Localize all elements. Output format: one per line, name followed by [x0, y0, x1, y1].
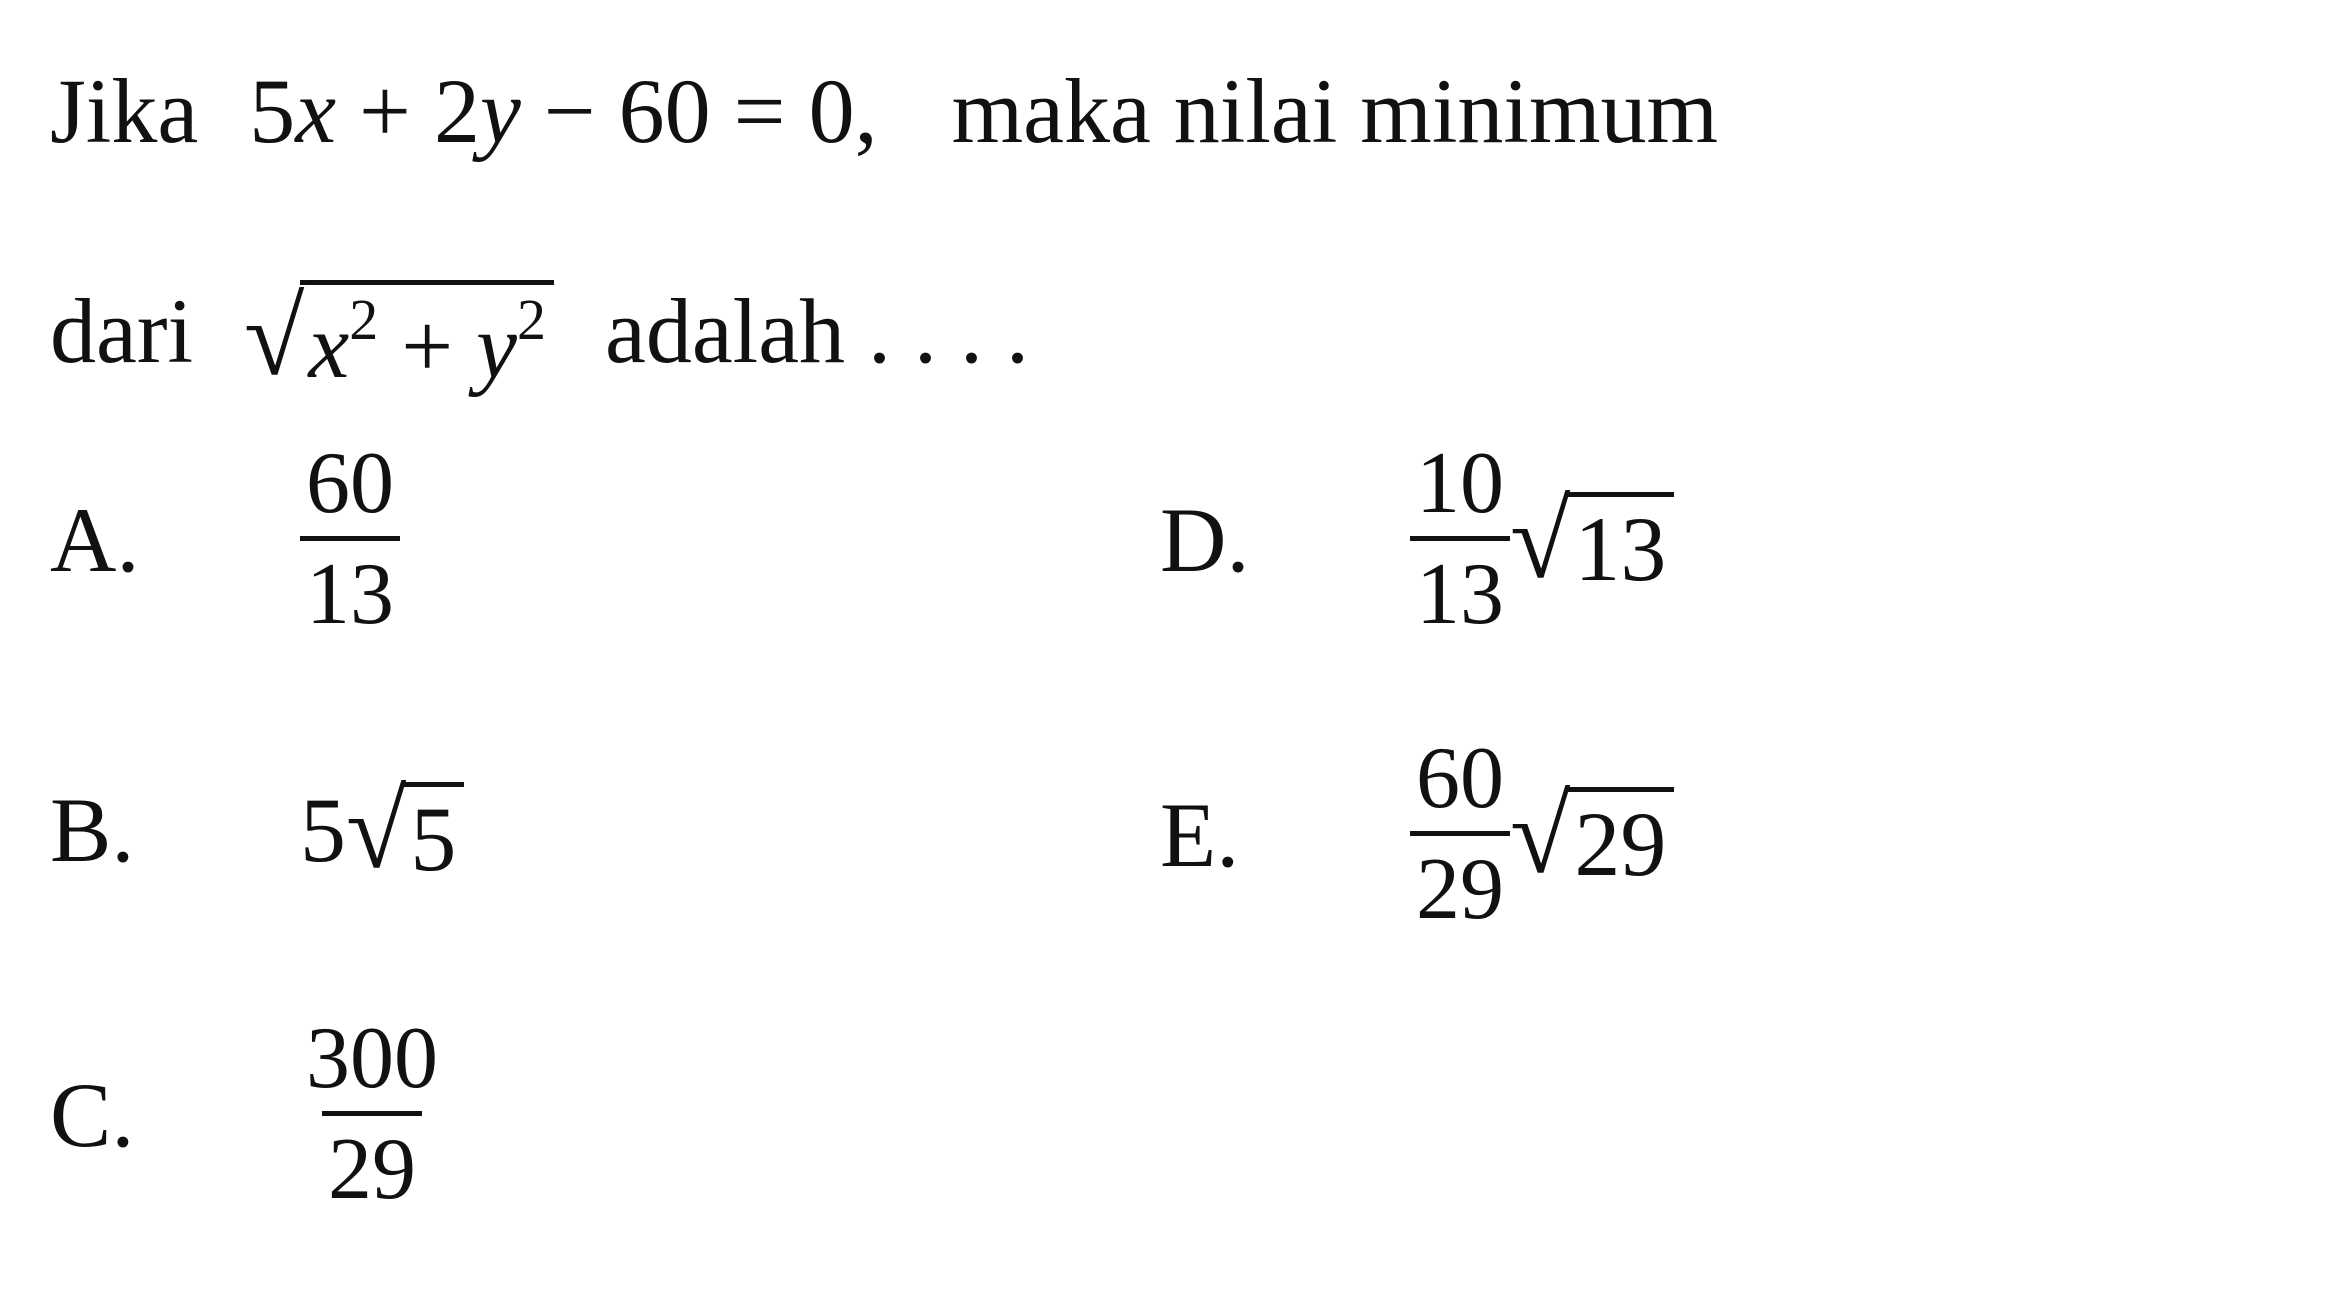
- eq-coef-1: 5: [249, 60, 296, 162]
- sqrt-expression: [1510, 478, 1674, 601]
- fraction: [1410, 730, 1510, 938]
- radicand: 5: [402, 782, 464, 885]
- option-b[interactable]: [50, 769, 464, 891]
- eq-op-minus: −: [543, 60, 596, 162]
- question-prefix: Jika: [50, 60, 199, 162]
- fraction: [1410, 435, 1510, 643]
- option-letter: C.: [50, 1063, 135, 1166]
- option-letter: E.: [1160, 783, 1240, 886]
- numerator: 60: [1416, 730, 1504, 827]
- radical-sign: √: [1510, 773, 1571, 896]
- fraction: [300, 1010, 444, 1218]
- radicand: [300, 280, 554, 397]
- expr-var-y: y: [476, 295, 517, 397]
- option-e[interactable]: [1160, 730, 1674, 938]
- option-c[interactable]: [50, 1010, 444, 1218]
- option-letter: B.: [50, 779, 135, 881]
- option-a[interactable]: [50, 435, 400, 643]
- denominator: 29: [322, 1111, 422, 1214]
- eq-const: 60: [618, 60, 711, 162]
- fraction: [300, 435, 400, 643]
- radicand: 29: [1566, 787, 1674, 890]
- numerator: 60: [306, 435, 394, 532]
- eq-var-x: x: [295, 60, 337, 162]
- question-line-2: [50, 276, 1030, 398]
- numerator: 300: [306, 1010, 438, 1107]
- question-line2-prefix: dari: [50, 280, 194, 382]
- eq-rhs: 0,: [808, 60, 878, 162]
- eq-equals: =: [733, 60, 786, 162]
- radical-sign: √: [346, 769, 407, 891]
- question-line2-suffix: adalah . . . .: [604, 280, 1030, 382]
- eq-var-y: y: [479, 60, 521, 162]
- expr-op-plus: +: [401, 295, 454, 397]
- expr-var-x: x: [308, 295, 350, 397]
- radical-sign: √: [1510, 478, 1571, 601]
- eq-coef-2: 2: [433, 60, 480, 162]
- option-letter: D.: [1160, 488, 1250, 591]
- denominator: 13: [1410, 536, 1510, 639]
- expr-exponent-2: 2: [516, 287, 546, 352]
- sqrt-expression: [346, 769, 464, 891]
- sqrt-expression: [1510, 773, 1674, 896]
- coefficient: 5: [300, 779, 346, 881]
- equation: [249, 60, 900, 162]
- radicand: 13: [1566, 492, 1674, 595]
- question-line-1: [50, 60, 1719, 162]
- denominator: 13: [300, 536, 400, 639]
- numerator: 10: [1416, 435, 1504, 532]
- option-d[interactable]: [1160, 435, 1674, 643]
- eq-op-plus: +: [359, 60, 411, 162]
- expr-exponent-1: 2: [349, 287, 379, 352]
- radical-sign: √: [244, 276, 305, 398]
- option-letter: A.: [50, 488, 140, 591]
- denominator: 29: [1410, 831, 1510, 934]
- sqrt-expression: [244, 276, 554, 398]
- question-suffix: maka nilai minimum: [951, 60, 1719, 162]
